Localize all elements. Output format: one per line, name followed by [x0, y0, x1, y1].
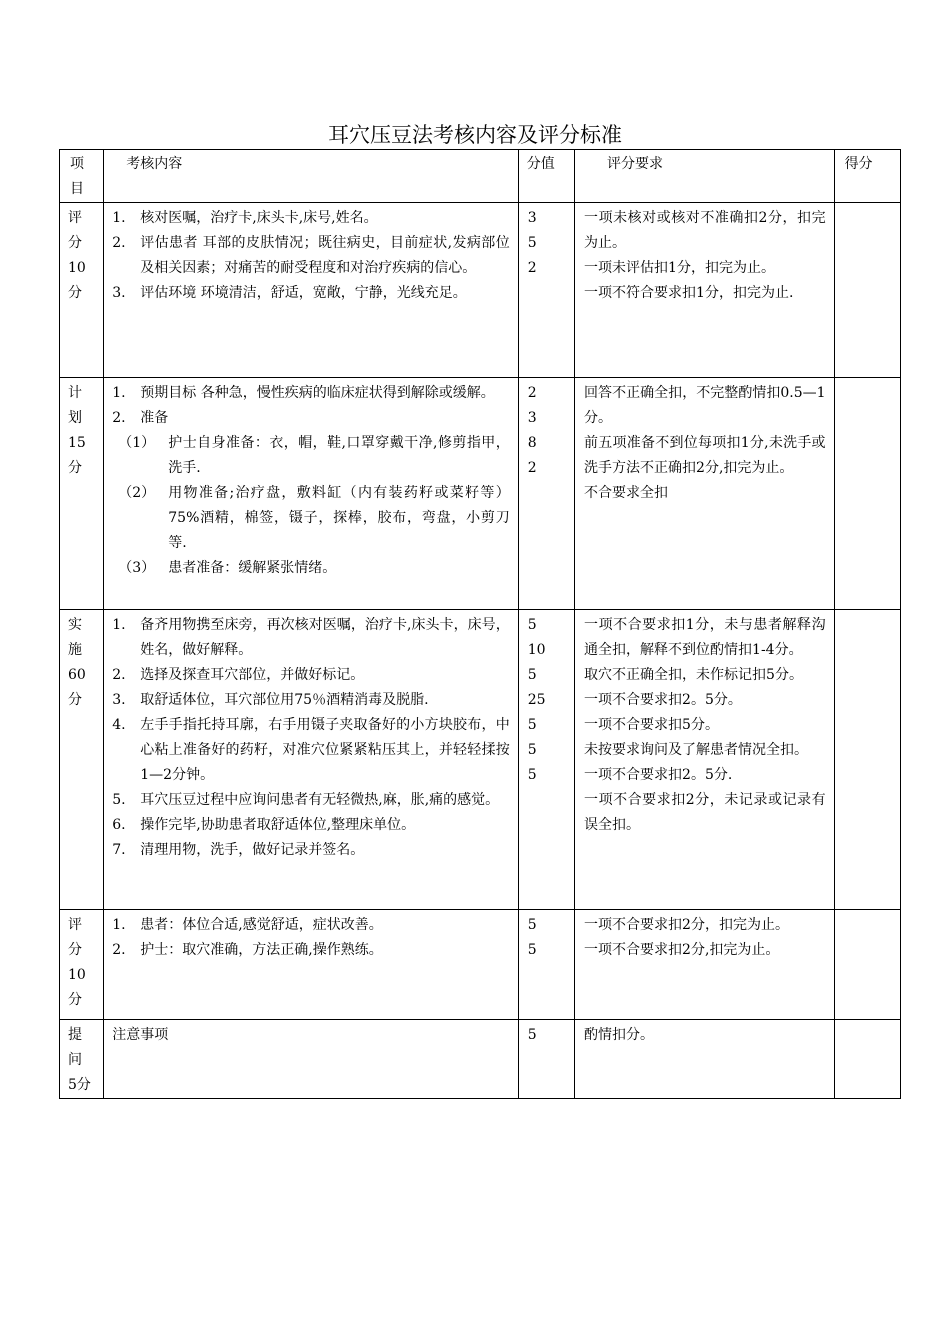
table-row [60, 1020, 901, 1099]
item-label-line: 计 [68, 385, 82, 401]
header-requirement: 评分要求 [575, 150, 835, 203]
requirement-cell [575, 203, 835, 378]
item-cell [60, 378, 104, 610]
content-item-number: 2. [112, 235, 126, 251]
requirement-text: 一项不合要求扣5分。 [584, 717, 719, 733]
content-cell [104, 610, 518, 910]
item-label-line: 施 [68, 642, 82, 658]
table-body [60, 203, 901, 1099]
header-content: 考核内容 [104, 150, 518, 203]
score-cell [518, 203, 574, 378]
requirement-text: 取穴不正确全扣，未作标记扣5分。 [584, 667, 803, 683]
content-item [112, 231, 509, 281]
requirement-text: 一项不符合要求扣1分，扣完为止. [584, 285, 794, 301]
item-label-line: 划 [68, 410, 82, 426]
page-title: 耳穴压豆法考核内容及评分标准 [328, 123, 622, 147]
content-item [112, 1023, 509, 1048]
requirement-text: 一项不合要求扣1分，未与患者解释沟通全扣，解释不到位酌情扣1-4分。 [584, 617, 826, 658]
content-cell [104, 910, 518, 1020]
content-item-number: 1. [112, 385, 126, 401]
score-value: 2 [527, 385, 537, 401]
content-item [112, 431, 509, 481]
content-item [112, 913, 509, 938]
content-item [112, 938, 509, 963]
content-item-text: 患者：体位合适,感觉舒适，症状改善。 [140, 917, 383, 933]
header-item-line: 项 [70, 156, 84, 172]
score-value: 5 [527, 917, 537, 933]
content-item [112, 688, 509, 713]
requirement-text: 一项未评估扣1分，扣完为止。 [584, 260, 775, 276]
content-item-text: 选择及探查耳穴部位，并做好标记。 [140, 667, 365, 683]
score-value: 5 [527, 942, 537, 958]
content-item-number: 3. [112, 692, 126, 708]
score-got-cell[interactable] [834, 378, 900, 610]
score-value: 3 [527, 410, 537, 426]
score-value: 2 [527, 460, 537, 476]
content-item-number: 2. [112, 410, 126, 426]
content-item-number: 5. [112, 792, 126, 808]
score-value: 5 [527, 235, 537, 251]
content-item-number: 2. [112, 942, 126, 958]
item-cell [60, 203, 104, 378]
item-cell [60, 610, 104, 910]
score-cell [518, 610, 574, 910]
score-value: 5 [527, 617, 537, 633]
score-value: 5 [527, 767, 537, 783]
content-item [112, 813, 509, 838]
header-item-line: 目 [70, 181, 84, 197]
requirement-text: 未按要求询问及了解患者情况全扣。 [584, 742, 809, 758]
item-cell [60, 1020, 104, 1099]
item-label-line: 评 [68, 210, 82, 226]
table-row [60, 378, 901, 610]
requirement-text: 回答不正确全扣，不完整酌情扣0.5—1分。 [584, 385, 826, 426]
content-item-number: 6. [112, 817, 126, 833]
score-value: 10 [527, 642, 546, 658]
item-label-line: 15 [68, 435, 86, 451]
content-item-text: 患者准备：缓解紧张情绪。 [168, 560, 337, 576]
item-label-line: 60 [68, 667, 86, 683]
content-subitem-number: （1） [118, 435, 156, 451]
content-item-number: 1. [112, 210, 126, 226]
content-item-text: 护士：取穴准确，方法正确,操作熟练。 [140, 942, 383, 958]
requirement-text: 一项不合要求扣2分，扣完为止。 [584, 917, 789, 933]
requirement-text: 一项不合要求扣2。5分. [584, 767, 733, 783]
score-value: 25 [527, 692, 546, 708]
content-item-text: 预期目标 各种急，慢性疾病的临床症状得到解除或缓解。 [140, 385, 495, 401]
content-item [112, 206, 509, 231]
score-value: 5 [527, 667, 537, 683]
content-subitem-number: （2） [118, 485, 156, 501]
header-got: 得分 [834, 150, 900, 203]
content-item [112, 838, 509, 863]
item-label-line: 分 [68, 235, 82, 251]
requirement-cell [575, 910, 835, 1020]
score-cell [518, 1020, 574, 1099]
score-value: 3 [527, 210, 537, 226]
item-label-line: 提 [68, 1027, 82, 1043]
item-label-line: 实 [68, 617, 82, 633]
requirement-text: 不合要求全扣 [584, 485, 669, 501]
content-item-number: 2. [112, 667, 126, 683]
content-item [112, 713, 509, 788]
content-item-number: 4. [112, 717, 126, 733]
content-item-text: 耳穴压豆过程中应询问患者有无轻微热,麻，胀,痛的感觉。 [140, 792, 500, 808]
content-item-text: 评估环境 环境清洁，舒适，宽敞，宁静，光线充足。 [140, 285, 467, 301]
content-item-text: 左手手指托持耳廓，右手用镊子夹取备好的小方块胶布，中心粘上准备好的药籽，对准穴位紧紧粘压其上，并轻轻揉按1—2分钟。 [140, 717, 510, 783]
requirement-text: 一项不合要求扣2分，未记录或记录有误全扣。 [584, 792, 826, 833]
item-label-line: 问 [68, 1052, 82, 1068]
table-row [60, 610, 901, 910]
table-row [60, 910, 901, 1020]
score-cell [518, 378, 574, 610]
content-item [112, 481, 509, 556]
content-item-text: 备齐用物携至床旁，再次核对医嘱，治疗卡,床头卡，床号，姓名，做好解释。 [140, 617, 510, 658]
score-value: 5 [527, 1027, 537, 1043]
content-subitem-number: （3） [118, 560, 156, 576]
content-item-text: 评估患者 耳部的皮肤情况；既往病史，目前症状,发病部位及相关因素；对痛苦的耐受程度和对治疗疾病的信心。 [140, 235, 510, 276]
content-item [112, 556, 509, 581]
requirement-cell [575, 610, 835, 910]
score-got-cell[interactable] [834, 1020, 900, 1099]
requirement-text: 一项未核对或核对不准确扣2分，扣完为止。 [584, 210, 826, 251]
item-label-line: 评 [68, 917, 82, 933]
content-item [112, 406, 509, 431]
content-item-text: 注意事项 [112, 1027, 169, 1043]
content-cell [104, 378, 518, 610]
content-item-number: 1. [112, 617, 126, 633]
content-item [112, 281, 509, 306]
table-row [60, 203, 901, 378]
requirement-text: 酌情扣分。 [584, 1027, 655, 1043]
content-item-text: 护士自身准备：衣，帽，鞋,口罩穿戴干净,修剪指甲，洗手. [168, 435, 510, 476]
content-item-text: 用物准备;治疗盘，敷料缸（内有装药籽或菜籽等）75%酒精，棉签，镊子，探棒，胶布，弯盘，小剪刀等. [168, 485, 510, 551]
score-got-cell[interactable] [834, 203, 900, 378]
requirement-text: 一项不合要求扣2分,扣完为止。 [584, 942, 780, 958]
content-item [112, 663, 509, 688]
requirement-cell [575, 378, 835, 610]
header-item [60, 150, 104, 203]
table-header-row [60, 150, 901, 203]
content-item-text: 操作完毕,协助患者取舒适体位,整理床单位。 [140, 817, 416, 833]
content-item [112, 381, 509, 406]
content-item [112, 788, 509, 813]
score-cell [518, 910, 574, 1020]
item-label-line: 分 [68, 460, 82, 476]
content-cell [104, 1020, 518, 1099]
content-item [112, 613, 509, 663]
scoring-table [59, 149, 901, 1099]
requirement-text: 一项不合要求扣2。5分。 [584, 692, 742, 708]
content-item-number: 3. [112, 285, 126, 301]
score-value: 5 [527, 717, 537, 733]
requirement-text: 前五项准备不到位每项扣1分,未洗手或洗手方法不正确扣2分,扣完为止。 [584, 435, 826, 476]
content-item-text: 清理用物，洗手，做好记录并签名。 [140, 842, 365, 858]
content-item-text: 准备 [140, 410, 169, 426]
item-label-line: 分 [68, 285, 82, 301]
score-value: 5 [527, 742, 537, 758]
content-item-number: 1. [112, 917, 126, 933]
item-cell [60, 910, 104, 1020]
item-label-line: 10 [68, 260, 86, 276]
requirement-cell [575, 1020, 835, 1099]
content-item-text: 取舒适体位，耳穴部位用75％酒精消毒及脱脂. [140, 692, 429, 708]
score-got-cell[interactable] [834, 910, 900, 1020]
content-cell [104, 203, 518, 378]
score-got-cell[interactable] [834, 610, 900, 910]
item-label-line: 分 [68, 992, 82, 1008]
content-item-number: 7. [112, 842, 126, 858]
score-value: 8 [527, 435, 537, 451]
item-label-line: 10 [68, 967, 86, 983]
item-label-line: 分 [68, 692, 82, 708]
content-item-text: 核对医嘱，治疗卡,床头卡,床号,姓名。 [140, 210, 378, 226]
item-label-line: 分 [68, 942, 82, 958]
item-label-line: 5分 [68, 1077, 91, 1093]
header-score: 分值 [518, 150, 574, 203]
score-value: 2 [527, 260, 537, 276]
